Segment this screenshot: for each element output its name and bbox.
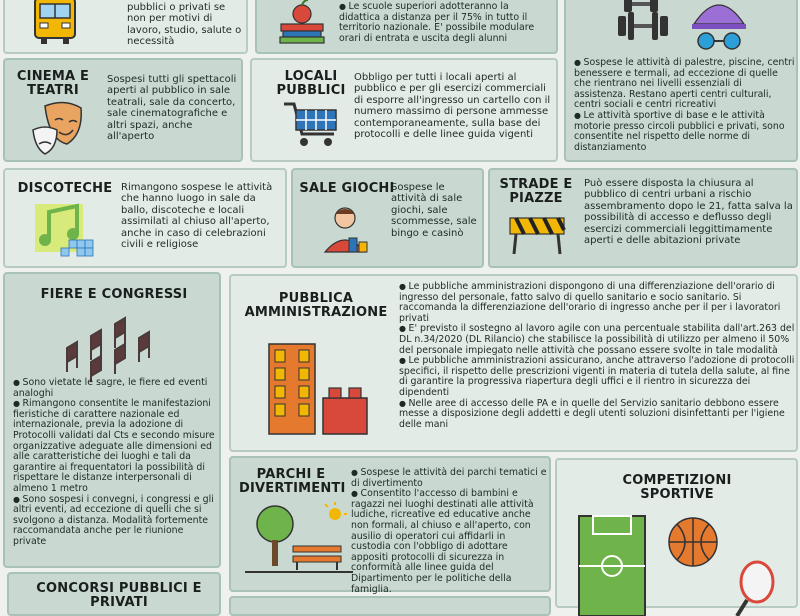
- music-note-icon: [35, 204, 95, 259]
- cinema-title: CINEMA E TEATRI: [16, 69, 90, 98]
- card-sport: [564, 0, 798, 162]
- sport-text: [574, 58, 796, 153]
- building-icon: [265, 336, 375, 436]
- fiere-text: [13, 378, 217, 548]
- pa-bullet-3: ● Le pubbliche amministrazioni assicurano, anche attraverso l'adozione di protocolli specifici, il rispetto delle prescrizioni vigenti in materia di tutela della salute, al fine di garantire la progressiva riapertura degli uffici e il rientro in sicurezza dei dipendenti: [399, 356, 795, 398]
- fiere-bullet-2: ● Rimangono consentite le manifestazioni fieristiche di carattere nazionale ed internazionale, previa la adozione di Protocolli validati dal Cts e secondo misure organizzative adeguate alle dimensioni ed alle caratteristiche dei luoghi e tali da garantire ai frequentatori la possibilità di rispettare le distanze interpersonali di almeno 1 metro: [13, 399, 217, 494]
- card-discoteche: [3, 168, 287, 268]
- fiere-bullet-1: ● Sono vietate le sagre, le fiere ed eventi analoghi: [13, 378, 217, 399]
- gambler-icon: [315, 204, 375, 260]
- swim-cap-goggles-icon: [684, 0, 754, 49]
- sale-giochi-text: Sospese le attività di sale giochi, sale scommesse, sale bingo e casinò: [391, 182, 477, 239]
- fiere-title: FIERE E CONGRESSI: [40, 287, 188, 302]
- card-bottom-partial: [229, 596, 551, 616]
- sport-bullet-2: ● Le attività sportive di base e le attività motorie presso circoli pubblici e privati, sono consentite nel rispetto delle norme di distanziamento: [574, 111, 796, 153]
- trasporti-text: pubblici o privati se non per motivi di lavoro, studio, salute o necessità: [127, 2, 242, 48]
- pa-text: [399, 282, 795, 430]
- dumbbell-small-icon: [624, 0, 658, 14]
- sport-bullet-1: ● Sospese le attività di palestre, piscine, centri benessere e termali, ad eccezione di quelle che rientrano nei livelli essenziali di assistenza. Restano aperti centri culturali, centri sociali e centri ricreativi: [574, 58, 796, 111]
- card-trasporti: [3, 0, 248, 54]
- parchi-bullet-1: ● Sospese le attività dei parchi tematici e di divertimento: [351, 468, 547, 489]
- discoteche-title: DISCOTECHE: [17, 181, 113, 196]
- locali-text: Obbligo per tutti i locali aperti al pubblico e per gli esercizi commerciali di esporre all'ingresso un cartello con il numero massimo di persone ammesse contemporaneamente, sulla base dei protocolli e delle linee guida vigenti: [354, 72, 551, 141]
- card-concorsi: [7, 572, 221, 616]
- sale-giochi-title: SALE GIOCHI: [299, 181, 395, 196]
- parchi-bullet-2: ● Consentito l'accesso di bambini e ragazzi nei luoghi destinati alle attività ludiche, ricreative ed educative anche non formali, al chiuso e all'aperto, con ausilio di operatori cui affidarli in custodia con l'obbligo di adottare appositi protocolli di sicurezza in conformità alle linee guida del Dipartimento per le politiche della famiglia.: [351, 489, 547, 595]
- strade-text: Può essere disposta la chiusura al pubblico di centri urbani a rischio assembramento dopo le 21, fatta salva la possibilità di accesso e deflusso degli esercizi commerciali leggittimamente aperti e delle abitazioni private: [584, 178, 793, 247]
- competizioni-title: COMPETIZIONI SPORTIVE: [622, 473, 732, 502]
- fiere-bullet-3: ● Sono sospesi i convegni, i congressi e gli altri eventi, ad eccezione di quelli che si svolgono a distanza. Modalità fortemente raccomandata anche per le riunione private: [13, 495, 217, 548]
- cinema-text: Sospesi tutti gli spettacoli aperti al pubblico in sale teatrali, sale da concerto, sale cinematografiche e altri spazi, anche all'aperto: [107, 74, 237, 143]
- sports-field-ball-icon: [577, 512, 787, 612]
- card-sale-giochi: [291, 168, 484, 268]
- card-locali: [250, 58, 558, 162]
- scuola-text: [339, 2, 551, 44]
- parchi-text: [351, 468, 547, 595]
- pa-bullet-1: ● Le pubbliche amministrazioni dispongono di una differenziazione dell'orario di ingresso del personale, fatto salvo di quello sanitario e socio sanitario. Si raccomanda la differenziazione dell'orario di ingresso anche per il per i lavoratori privati: [399, 282, 795, 324]
- card-parchi: [229, 456, 551, 595]
- road-barrier-icon: [506, 214, 568, 258]
- shopping-cart-icon: [282, 100, 342, 152]
- parchi-title: PARCHI E DIVERTIMENTI: [239, 467, 346, 496]
- dumbbell-icon: [618, 10, 668, 40]
- scuola-bullet: ● Le scuole superiori adotteranno la didattica a distanza per il 75% in tutto il territorio nazionale. E' possibile modulare orari di entrata e uscita degli alunni: [339, 2, 551, 44]
- concorsi-title: CONCORSI PUBBLICI E PRIVATI: [36, 581, 202, 610]
- pa-title: PUBBLICA AMMINISTRAZIONE: [244, 291, 388, 320]
- card-competizioni: [555, 458, 798, 608]
- card-fiere: [3, 272, 221, 568]
- books-apple-icon: [277, 0, 327, 48]
- locali-title: LOCALI PUBBLICI: [276, 69, 346, 98]
- card-cinema: [3, 58, 243, 162]
- park-icon: [245, 502, 355, 582]
- card-strade: [488, 168, 798, 268]
- pa-bullet-4: ● Nelle aree di accesso delle PA e in quelle del Servizio sanitario debbono essere messe a disposizione degli addetti e degli utenti soluzioni disinfettanti per l'igiene delle mani: [399, 399, 795, 431]
- card-scuola: [255, 0, 558, 54]
- pa-bullet-2: ● E' previsto il sostegno al lavoro agile con una percentuale stabilita dall'art.263 del DL n.34/2020 (DL Rilancio) che stabilisce la possibilità di utilizzo per almeno il 50% del personale impiegato nelle attività che possano essere svolte in tale modalità: [399, 324, 795, 356]
- bus-icon: [31, 0, 81, 48]
- strade-title: STRADE E PIAZZE: [499, 177, 573, 206]
- discoteche-text: Rimangono sospese le attività che hanno luogo in sale da ballo, discoteche e locali assimilati al chiuso all'aperto, anche in caso di celebrazioni civili e religiose: [121, 182, 273, 251]
- theater-masks-icon: [31, 100, 91, 156]
- chairs-icon: [61, 312, 161, 382]
- card-pa: [229, 274, 798, 452]
